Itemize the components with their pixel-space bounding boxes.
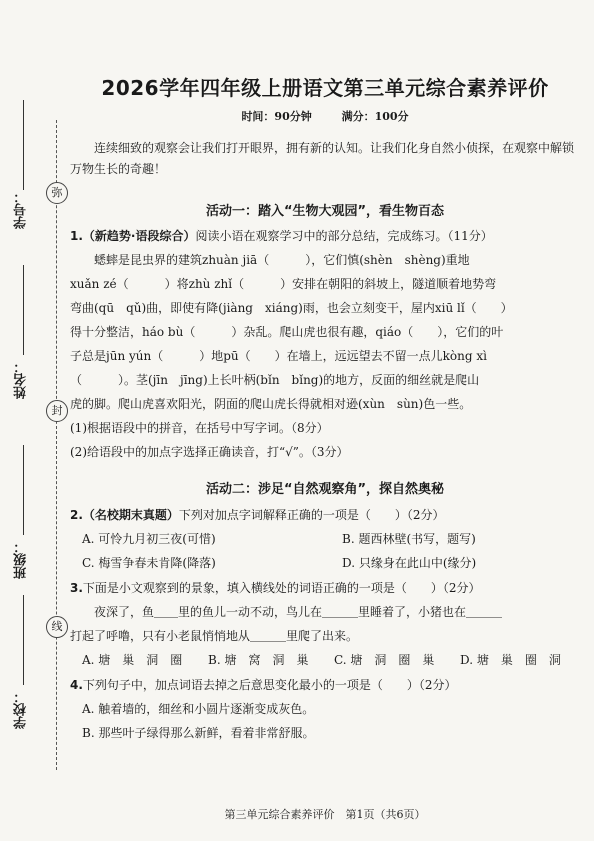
q4-option-a[interactable]: A. 触着墙的，细丝和小圆片逐渐变成灰色。 [82, 702, 315, 716]
q3-option-a[interactable]: A. 塘 巢 洞 圈 [82, 653, 183, 667]
q3-option-d[interactable]: D. 塘 巢 圈 洞 [460, 653, 561, 667]
q1-passage-line: （ ）。茎(jīn jīng)上长叶柄(bǐn bǐng)的地方，反面的细丝就是爬山 [70, 373, 480, 387]
q3-option-c[interactable]: C. 塘 洞 圈 巢 [334, 653, 435, 667]
student-number-line[interactable] [23, 100, 24, 190]
student-name-label: 姓名： [14, 360, 29, 399]
exam-time: 时间：90分钟 [241, 110, 312, 123]
q4-tag: 4. [70, 678, 83, 692]
q1-sub1: (1)根据语段中的拼音，在括号中写字词。（8分） [70, 421, 329, 435]
school-label: 学校： [14, 690, 29, 729]
activity2-title: 活动二：涉足“自然观察角”，探自然奥秘 [205, 482, 445, 497]
exam-score: 满分：100分 [341, 110, 409, 123]
q2-option-b[interactable]: B. 题西林壁(书写，题写) [342, 532, 476, 546]
q1-sub2: (2)给语段中的加点字选择正确读音，打“√”。（3分） [70, 445, 349, 459]
q2-option-d[interactable]: D. 只缘身在此山中(缘分) [342, 556, 477, 570]
seal-mark-xian: 线 [46, 616, 68, 638]
exam-title: 2026学年四年级上册语文第三单元综合素养评价 [101, 76, 549, 100]
q3-stem-text: 下面是小文观察到的景象，填入横线处的词语正确的一项是（ ）（2分） [82, 581, 481, 595]
q1-passage-line: 子总是jūn yún（ ）地pū（ ）在墙上，远远望去不留一点儿kòng xì [70, 349, 487, 363]
activity1-title: 活动一：踏入“生物大观园”，看生物百态 [205, 204, 445, 219]
q3-stem [70, 578, 580, 598]
q1-stem [70, 226, 580, 246]
binding-dashed-line [56, 120, 57, 770]
q3-tag: 3. [70, 581, 83, 595]
q1-passage-line: 虎的脚。爬山虎喜欢阳光，阴面的爬山虎长得就相对逊(xùn sùn)色一些。 [70, 397, 472, 411]
q4-stem-text: 下列句子中，加点词语去掉之后意思变化最小的一项是（ ）（2分） [82, 678, 457, 692]
student-number-label: 学号： [14, 190, 29, 229]
student-name-line[interactable] [23, 265, 24, 355]
q2-option-c[interactable]: C. 梅雪争春未肯降(降落) [82, 556, 216, 570]
q1-passage-line: 蟋蟀是昆虫界的建筑zhuàn jiā（ ），它们慎(shèn shèng)重地 [94, 253, 470, 267]
q1-stem-text: 阅读小语在观察学习中的部分总结，完成练习。（11分） [195, 229, 493, 243]
q3-passage-line: 打起了呼噜，只有小老鼠悄悄地从＿＿＿里爬了出来。 [70, 629, 359, 643]
q2-stem-text: 下列对加点字词解释正确的一项是（ ）（2分） [178, 508, 445, 522]
q1-passage-line: 弯曲(qū qǔ)曲，即使有降(jiàng xiáng)雨，也会立刻变干，屋内xiū lǐ（ ） [70, 301, 513, 315]
q4-option-b[interactable]: B. 那些叶子绿得那么新鲜，看着非常舒服。 [82, 726, 315, 740]
q2-tag: 2.（名校期末真题） [70, 508, 179, 522]
class-line[interactable] [23, 445, 24, 535]
q3-option-b[interactable]: B. 塘 窝 洞 巢 [208, 653, 309, 667]
seal-mark-feng: 封 [46, 400, 68, 422]
seal-mark-mi: 弥 [46, 182, 68, 204]
q2-option-a[interactable]: A. 可怜九月初三夜(可惜) [82, 532, 216, 546]
class-label: 班级： [14, 540, 29, 579]
q4-stem [70, 675, 580, 695]
page-footer: 第三单元综合素养评价 第1页（共6页） [224, 808, 426, 821]
intro-paragraph: 连续细致的观察会让我们打开眼界，拥有新的认知。让我们化身自然小侦探，在观察中解锁万物生长的奇趣！ [70, 141, 575, 176]
q2-stem [70, 505, 580, 525]
exam-meta [70, 108, 580, 124]
q1-tag: 1.（新趋势·语段综合） [70, 229, 196, 243]
q3-passage-line: 夜深了，鱼＿＿里的鱼儿一动不动，鸟儿在＿＿＿里睡着了，小猪也在＿＿＿ [94, 605, 503, 619]
school-line[interactable] [23, 595, 24, 685]
q1-passage-line: 得十分整洁，háo bù（ ）杂乱。爬山虎也很有趣，qiáo（ ），它们的叶 [70, 325, 504, 339]
q1-passage-line: xuǎn zé（ ）将zhù zhǐ（ ）安排在朝阳的斜坡上，隧道顺着地势弯 [70, 277, 497, 291]
